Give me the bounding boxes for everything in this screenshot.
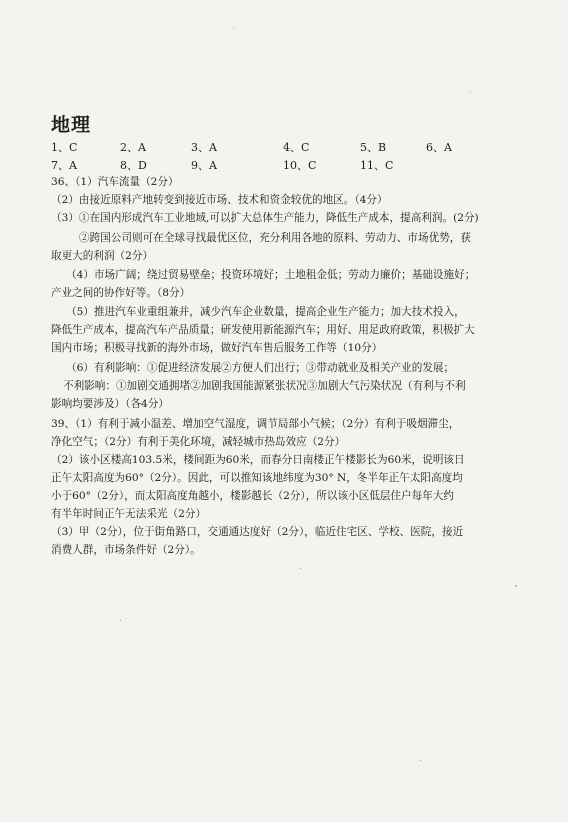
page-title: 地理: [51, 114, 92, 136]
answer-line: ②跨国公司则可在全球寻找最优区位，充分利用各地的原料、劳动力、市场优势，获: [79, 232, 471, 244]
mc-answer: 5、B: [360, 141, 387, 154]
scan-speck: [420, 760, 421, 761]
scan-speck: [515, 585, 517, 587]
mc-answer: 6、A: [426, 141, 452, 154]
scan-speck: [233, 28, 234, 29]
answer-line: 39、（1）有利于减小温差、增加空气湿度，调节局部小气候；（2分）有利于吸烟滞尘，: [51, 418, 460, 430]
answer-line: （4）市场广阔；绕过贸易壁垒；投资环境好；土地租金低；劳动力廉价；基础设施好；: [66, 269, 476, 281]
mc-answer: 11、C: [360, 159, 394, 172]
scan-speck: [120, 620, 121, 621]
answer-line: 国内市场；积极寻找新的海外市场，做好汽车售后服务工作等（10分）: [51, 342, 383, 354]
mc-answer: 7、A: [51, 159, 77, 172]
answer-line: （5）推进汽车业重组兼并，减少汽车企业数量，提高企业生产能力；加大技术投入，: [66, 306, 465, 318]
scan-speck: [470, 92, 471, 93]
answer-line: （3）①在国内形成汽车工业地域,可以扩大总体生产能力，降低生产成本，提高利润。(2分): [51, 212, 479, 224]
answer-line: 降低生产成本，提高汽车产品质量；研发使用新能源汽车；用好、用足政府政策，积极扩大: [51, 324, 475, 336]
answer-line: 取更大的利润（2分）: [51, 250, 154, 262]
answer-line: （3）甲（2分），位于街角路口，交通通达度好（2分），临近住宅区、学校、医院，接近: [51, 526, 464, 538]
mc-answer: 4、C: [283, 141, 310, 154]
answer-line: 净化空气；（2分）有利于美化环境，减轻城市热岛效应（2分）: [51, 436, 346, 448]
mc-answer: 1、C: [51, 141, 78, 154]
answer-line: 有半年时间正午无法采光（2分）: [51, 508, 207, 520]
answer-line: 产业之间的协作好等。（8分）: [51, 287, 191, 299]
mc-answer: 9、A: [191, 159, 217, 172]
answer-line: 消费人群，市场条件好（2分）。: [51, 544, 201, 556]
answer-line: 不利影响：①加剧交通拥堵②加剧我国能源紧张状况③加剧大气污染状况（有利与不利: [63, 380, 466, 392]
answer-line: （6）有利影响：①促进经济发展②方便人们出行；③带动就业及相关产业的发展；: [66, 362, 455, 374]
mc-answer: 8、D: [120, 159, 147, 172]
answer-line: 小于60°（2分），而太阳高度角越小，楼影越长（2分），所以该小区低层住户每年大约: [51, 490, 455, 502]
answer-line: （2）该小区楼高103.5米，楼间距为60米，而春分日南楼正午楼影长为60米，说明该日: [51, 454, 465, 466]
answer-line: 36、（1）汽车流量（2分）: [51, 176, 179, 188]
mc-answer: 3、A: [191, 141, 217, 154]
answer-line: 正午太阳高度为60°（2分）。因此，可以推知该地纬度为30° N，冬半年正午太阳高度均: [51, 472, 463, 484]
answer-line: 影响均要涉及）（各4分）: [51, 398, 169, 410]
scan-speck: [300, 568, 301, 569]
mc-answer: 10、C: [283, 159, 317, 172]
answer-line: （2）由接近原料产地转变到接近市场、技术和资金较优的地区。（4分）: [51, 194, 388, 206]
mc-answer: 2、A: [120, 141, 146, 154]
